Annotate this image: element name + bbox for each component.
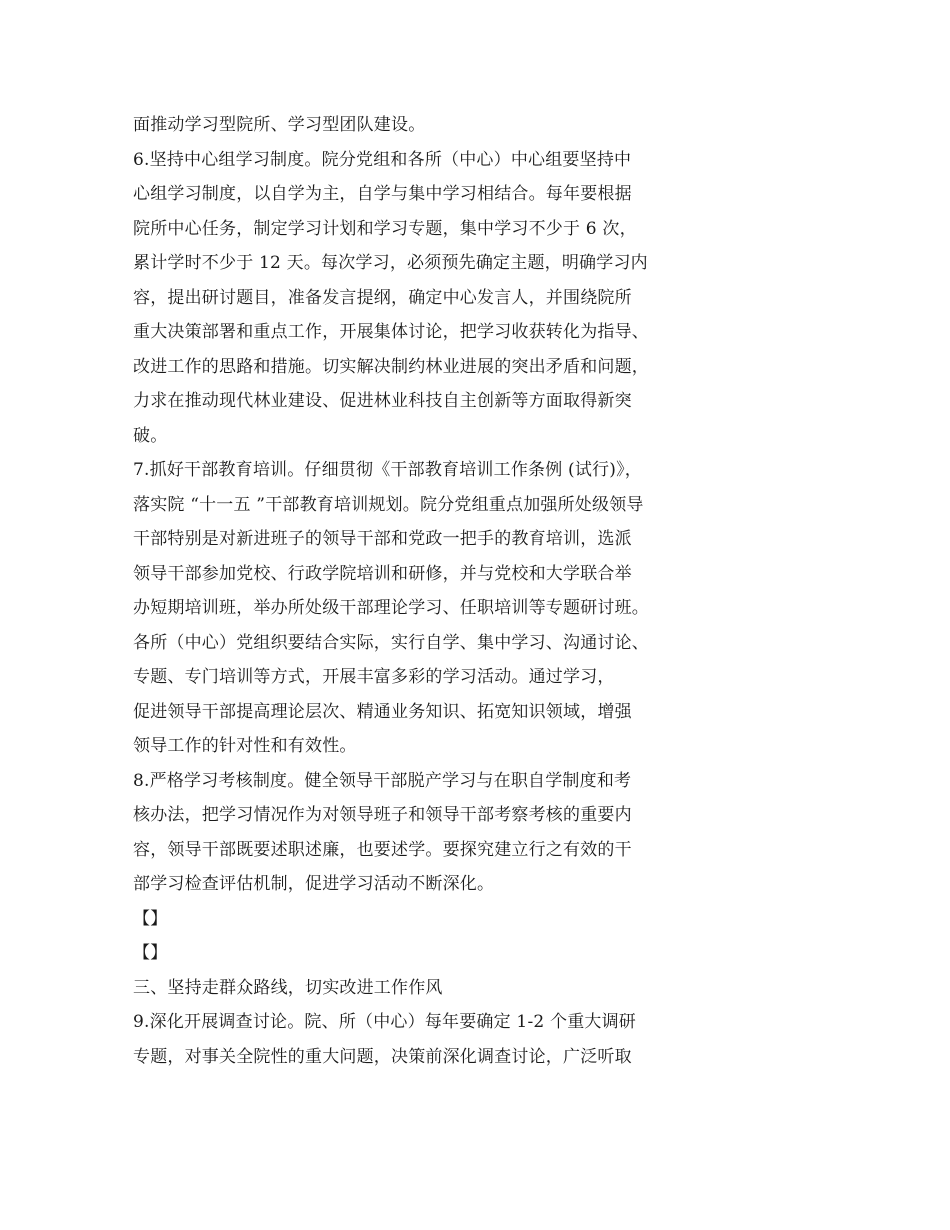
text-line: 【】 (133, 943, 168, 963)
text-line: 容，领导干部既要述职述廉，也要述学。要探究建立行之有效的干 (133, 839, 632, 860)
text-line: 落实院 “十一五 ”干部教育培训规划。院分党组重点加强所处级领导 (133, 494, 644, 515)
text-line: 各所（中心）党组织要结合实际，实行自学、集中学习、沟通讨论、 (133, 632, 649, 653)
text-line: 累计学时不少于 12 天。每次学习，必须预先确定主题，明确学习内 (133, 253, 648, 273)
text-line: 容，提出研讨题目，准备发言提纲，确定中心发言人，并围绕院所 (133, 287, 632, 308)
text-line: 院所中心任务，制定学习计划和学习专题，集中学习不少于 6 次， (133, 218, 637, 239)
text-line: 心组学习制度，以自学为主，自学与集中学习相结合。每年要根据 (133, 184, 632, 204)
document-body (133, 108, 693, 1074)
text-line: 办短期培训班，举办所处级干部理论学习、任职培训等专题研讨班。 (133, 598, 649, 618)
text-line: 核办法，把学习情况作为对领导班子和领导干部考察考核的重要内 (133, 805, 632, 825)
text-line: 促进领导干部提高理论层次、精通业务知识、拓宽知识领域，增强 (133, 701, 632, 722)
text-line: 领导工作的针对性和有效性。 (133, 736, 357, 756)
text-line: 专题，对事关全院性的重大问题，决策前深化调查讨论，广泛听取 (133, 1046, 632, 1067)
section-heading: 三、坚持走群众路线，切实改进工作作风 (133, 977, 443, 998)
text-line: 力求在推动现代林业建设、促进林业科技自主创新等方面取得新突 (133, 391, 632, 411)
text-line: 7.抓好干部教育培训。仔细贯彻《干部教育培训工作条例 (试行)》， (133, 460, 642, 480)
text-line: 重大决策部署和重点工作，开展集体讨论，把学习收获转化为指导、 (133, 322, 649, 342)
text-line: 破。 (133, 425, 168, 446)
text-line: 面推动学习型院所、学习型团队建设。 (133, 115, 426, 135)
text-line: 改进工作的思路和措施。切实解决制约林业进展的突出矛盾和问题， (133, 356, 649, 377)
text-line: 【】 (133, 908, 168, 929)
text-line: 干部特别是对新进班子的领导干部和党政一把手的教育培训，选派 (133, 529, 632, 549)
text-line: 6.坚持中心组学习制度。院分党组和各所（中心）中心组要坚持中 (133, 149, 632, 170)
text-line: 领导干部参加党校、行政学院培训和研修，并与党校和大学联合举 (133, 563, 632, 584)
text-line: 9.深化开展调查讨论。院、所（中心）每年要确定 1-2 个重大调研 (133, 1012, 637, 1032)
text-line: 部学习检查评估机制，促进学习活动不断深化。 (133, 874, 495, 894)
text-line: 专题、专门培训等方式，开展丰富多彩的学习活动。通过学习， (133, 667, 615, 687)
text-line: 8.严格学习考核制度。健全领导干部脱产学习与在职自学制度和考 (133, 770, 632, 791)
